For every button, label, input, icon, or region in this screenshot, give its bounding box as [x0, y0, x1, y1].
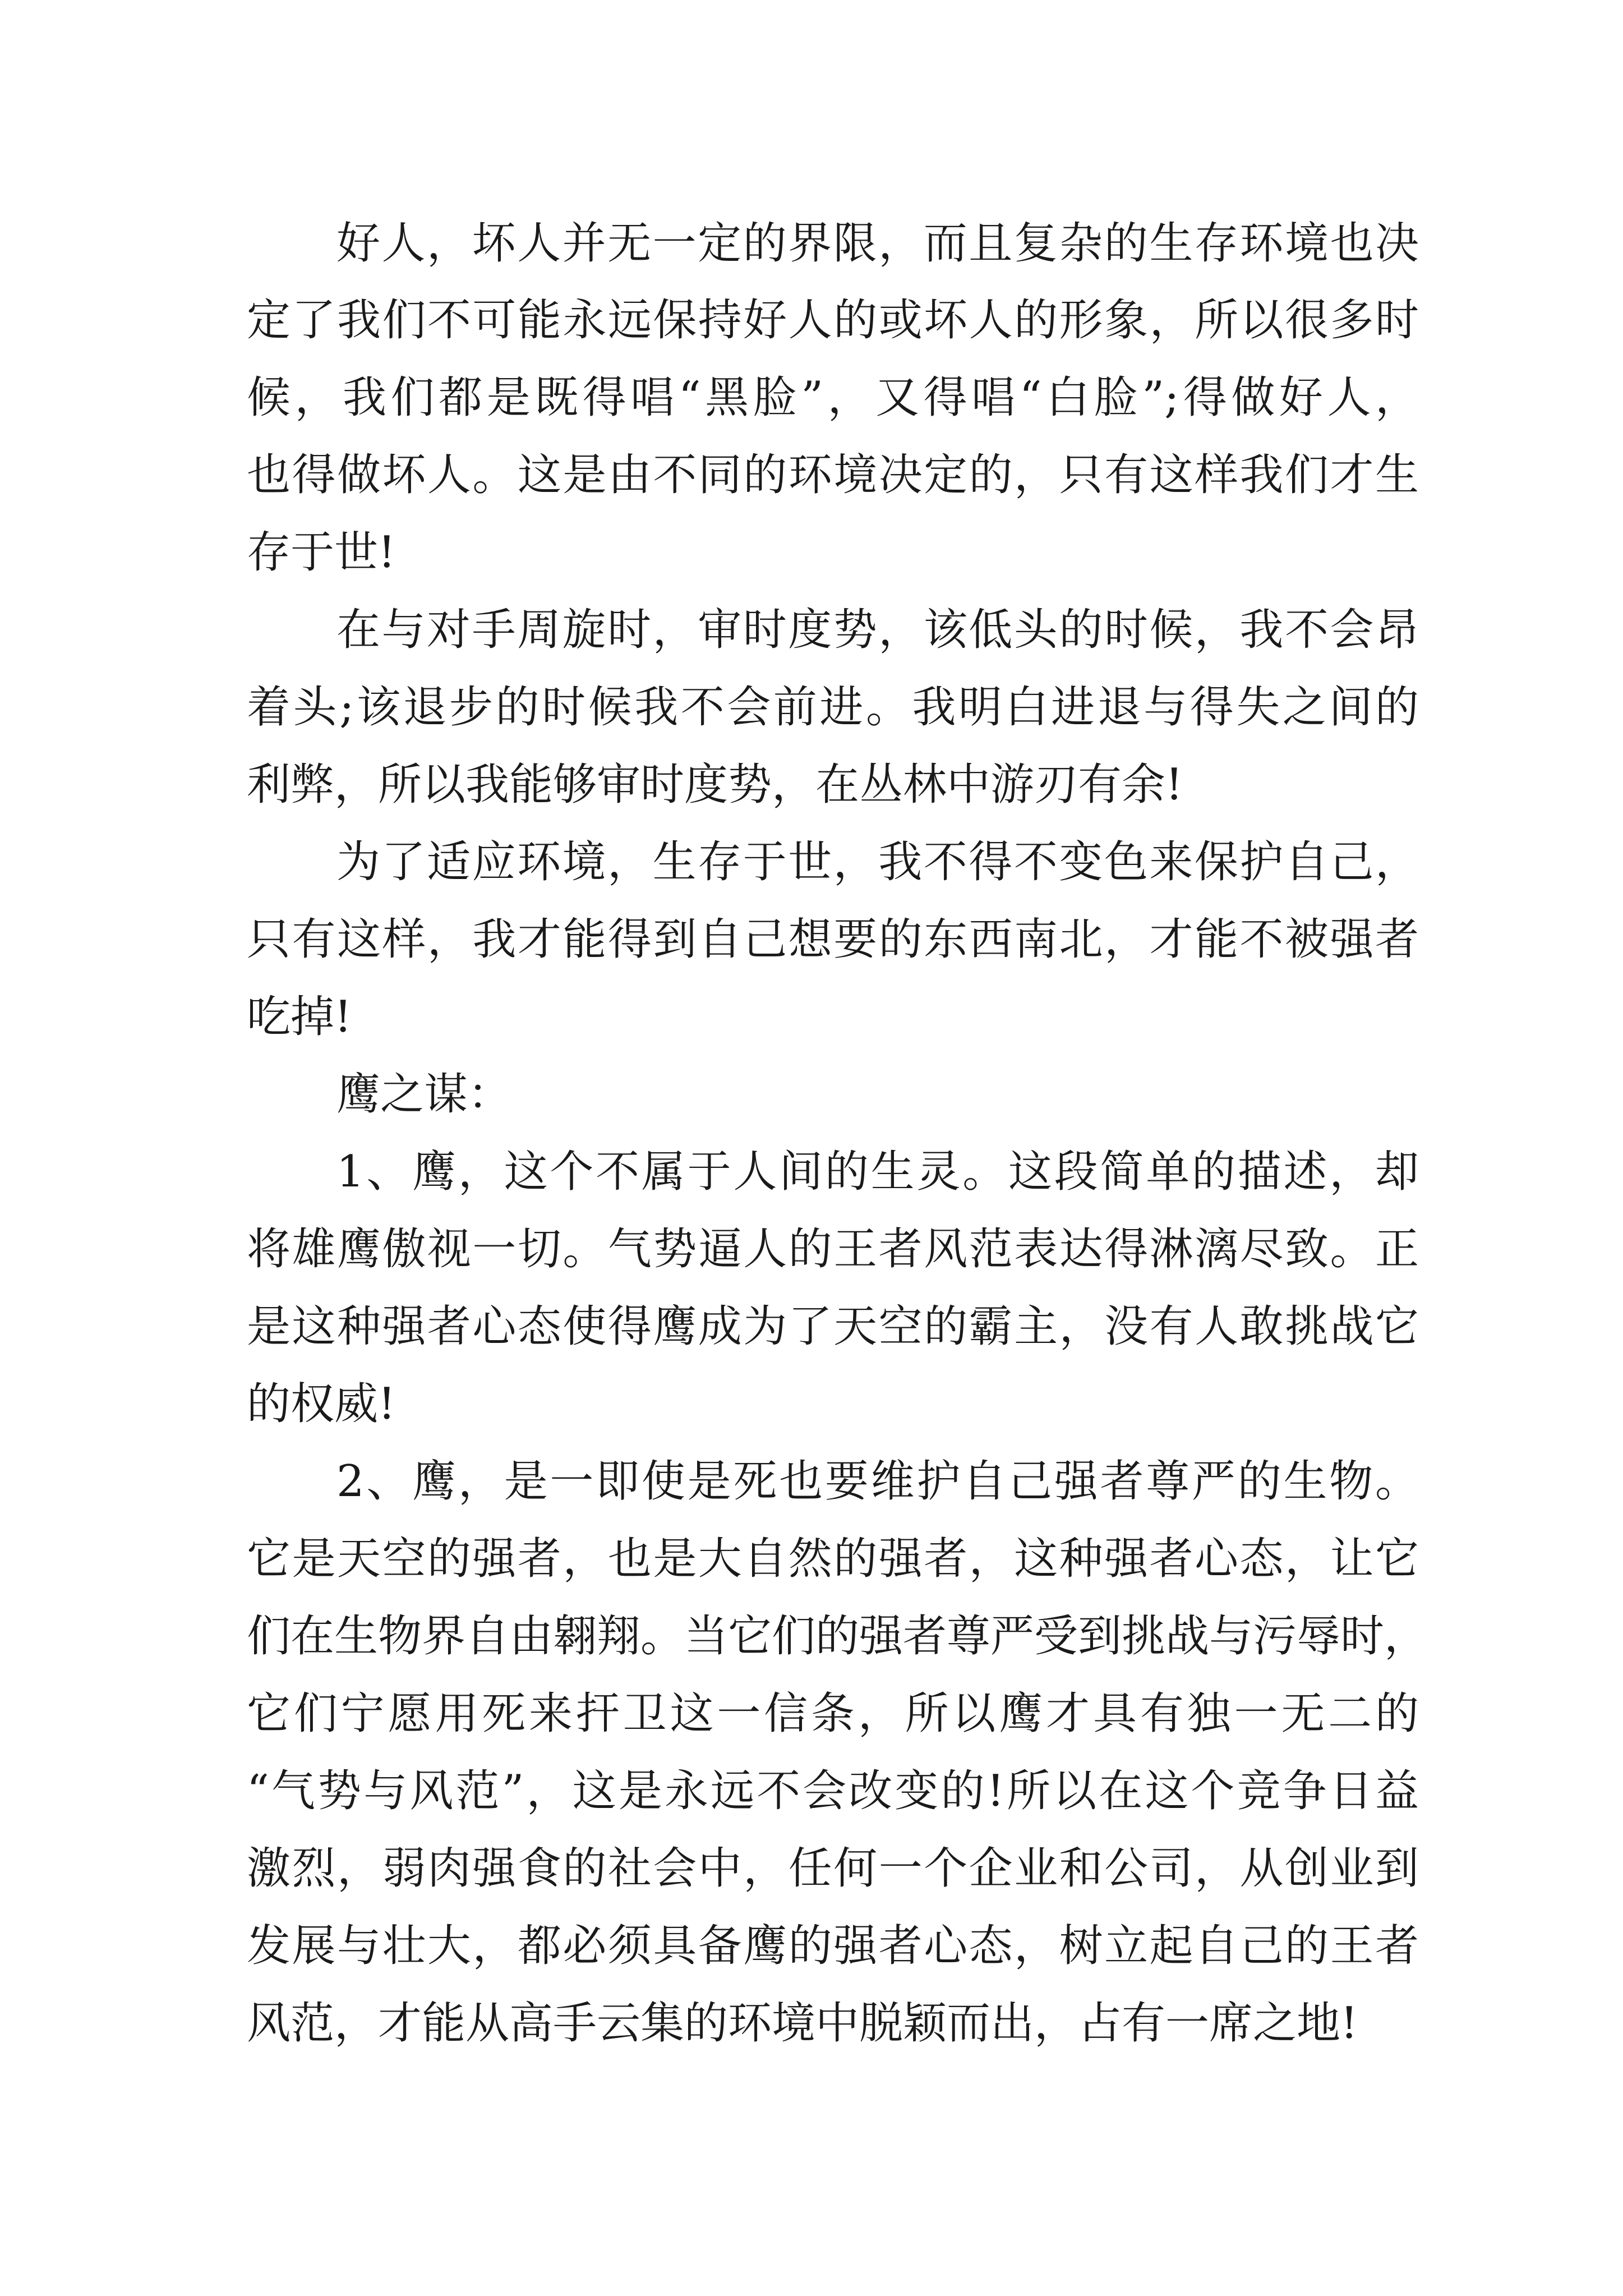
paragraph-5-line-2: 它是天空的强者，也是大自然的强者，这种强者心态，让它 — [247, 1534, 1419, 1584]
paragraph-5-line-5: “气势与风范”，这是永远不会改变的!所以在这个竞争日益 — [247, 1766, 1419, 1816]
section-heading: 鹰之谋： — [336, 1069, 512, 1120]
paragraph-4-line-2: 将雄鹰傲视一切。气势逼人的王者风范表达得淋漓尽致。正 — [247, 1224, 1419, 1274]
paragraph-2-line-1: 在与对手周旋时，审时度势，该低头的时候，我不会昂 — [336, 605, 1419, 655]
paragraph-4-line-4: 的权威! — [247, 1379, 396, 1429]
paragraph-5-line-4: 它们宁愿用死来扞卫这一信条，所以鹰才具有独一无二的 — [247, 1688, 1419, 1739]
paragraph-3-line-2: 只有这样，我才能得到自己想要的东西南北，才能不被强者 — [247, 914, 1419, 965]
paragraph-5-line-8: 风范，才能从高手云集的环境中脱颖而出，占有一席之地! — [247, 1998, 1358, 2049]
paragraph-1-line-4: 也得做坏人。这是由不同的环境决定的，只有这样我们才生 — [247, 450, 1419, 500]
paragraph-1-line-2: 定了我们不可能永远保持好人的或坏人的形象，所以很多时 — [247, 295, 1419, 346]
paragraph-5-line-6: 激烈，弱肉强食的社会中，任何一个企业和公司，从创业到 — [247, 1843, 1419, 1894]
paragraph-3-line-1: 为了适应环境，生存于世，我不得不变色来保护自己， — [336, 837, 1419, 887]
paragraph-5-line-1: 2、鹰，是一即使是死也要维护自己强者尊严的生物。 — [336, 1456, 1419, 1507]
paragraph-1-line-5: 存于世! — [247, 527, 396, 578]
paragraph-5-line-7: 发展与壮大，都必须具备鹰的强者心态，树立起自己的王者 — [247, 1921, 1419, 1971]
paragraph-4-line-3: 是这种强者心态使得鹰成为了天空的霸主，没有人敢挑战它 — [247, 1301, 1419, 1352]
paragraph-2-line-3: 利弊，所以我能够审时度势，在丛林中游刃有余! — [247, 760, 1183, 810]
paragraph-2-line-2: 着头;该退步的时候我不会前进。我明白进退与得失之间的 — [247, 682, 1419, 733]
paragraph-4-line-1: 1、鹰，这个不属于人间的生灵。这段简单的描述，却 — [336, 1147, 1419, 1197]
paragraph-3-line-3: 吃掉! — [247, 992, 352, 1042]
paragraph-5-line-3: 们在生物界自由翱翔。当它们的强者尊严受到挑战与污辱时， — [247, 1611, 1428, 1662]
paragraph-1-line-1: 好人，坏人并无一定的界限，而且复杂的生存环境也决 — [336, 218, 1419, 269]
paragraph-1-line-3: 候，我们都是既得唱“黑脸”，又得唱“白脸”;得做好人， — [247, 372, 1419, 423]
